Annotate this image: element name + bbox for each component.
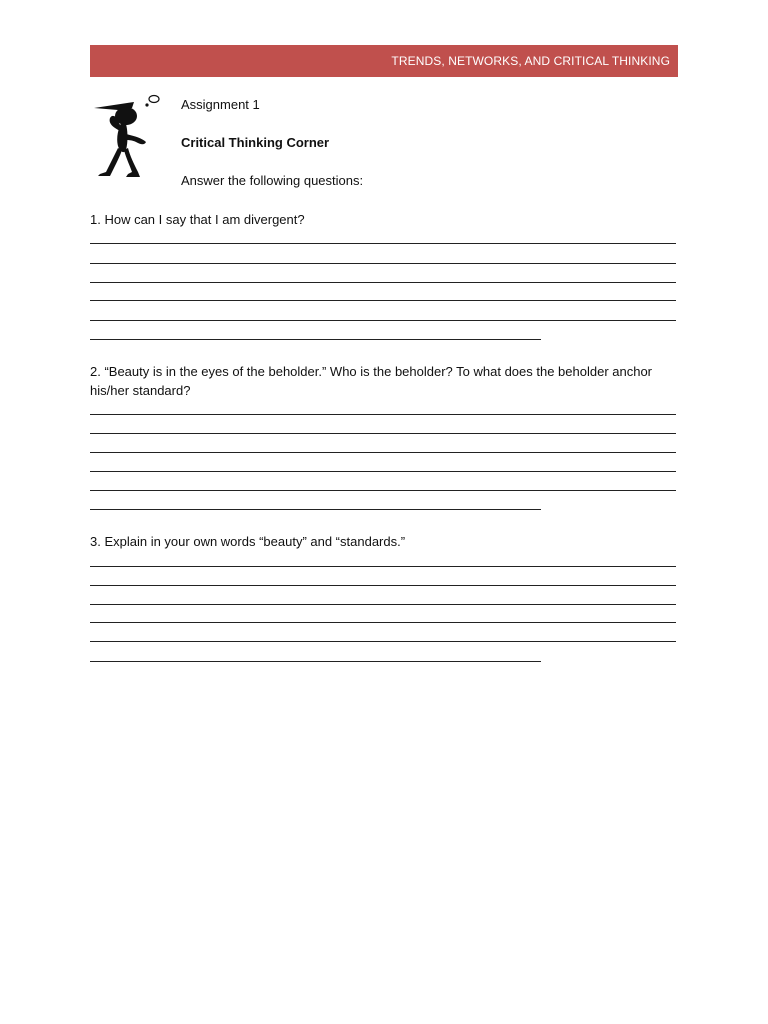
answer-line[interactable]	[90, 661, 541, 662]
answer-line[interactable]	[90, 490, 676, 491]
answer-line[interactable]	[90, 585, 676, 586]
answer-line[interactable]	[90, 414, 676, 415]
assignment-label: Assignment 1	[181, 97, 260, 112]
question-3: 3. Explain in your own words “beauty” and “standards.”	[90, 534, 406, 549]
answer-line[interactable]	[90, 433, 676, 434]
answer-line[interactable]	[90, 282, 676, 283]
answer-line[interactable]	[90, 452, 676, 453]
answer-line[interactable]	[90, 566, 676, 567]
question-2: 2. “Beauty is in the eyes of the beholder.” Who is the beholder? To what does the beholder anchor his/her standard?	[90, 364, 653, 398]
section-title: Critical Thinking Corner	[181, 135, 330, 150]
answer-line[interactable]	[90, 320, 676, 321]
instruction-text: Answer the following questions:	[181, 173, 364, 188]
answer-line[interactable]	[90, 243, 676, 244]
question-1: 1. How can I say that I am divergent?	[90, 212, 305, 227]
answer-line[interactable]	[90, 604, 676, 605]
answer-line[interactable]	[90, 471, 676, 472]
header-bar	[90, 45, 678, 77]
answer-line[interactable]	[90, 641, 676, 642]
answer-line[interactable]	[90, 263, 676, 264]
answer-line[interactable]	[90, 509, 541, 510]
answer-line[interactable]	[90, 622, 676, 623]
answer-line[interactable]	[90, 339, 541, 340]
answer-line[interactable]	[90, 300, 676, 301]
header-title: TRENDS, NETWORKS, AND CRITICAL THINKING	[391, 54, 670, 68]
thinking-figure-icon	[88, 94, 160, 180]
